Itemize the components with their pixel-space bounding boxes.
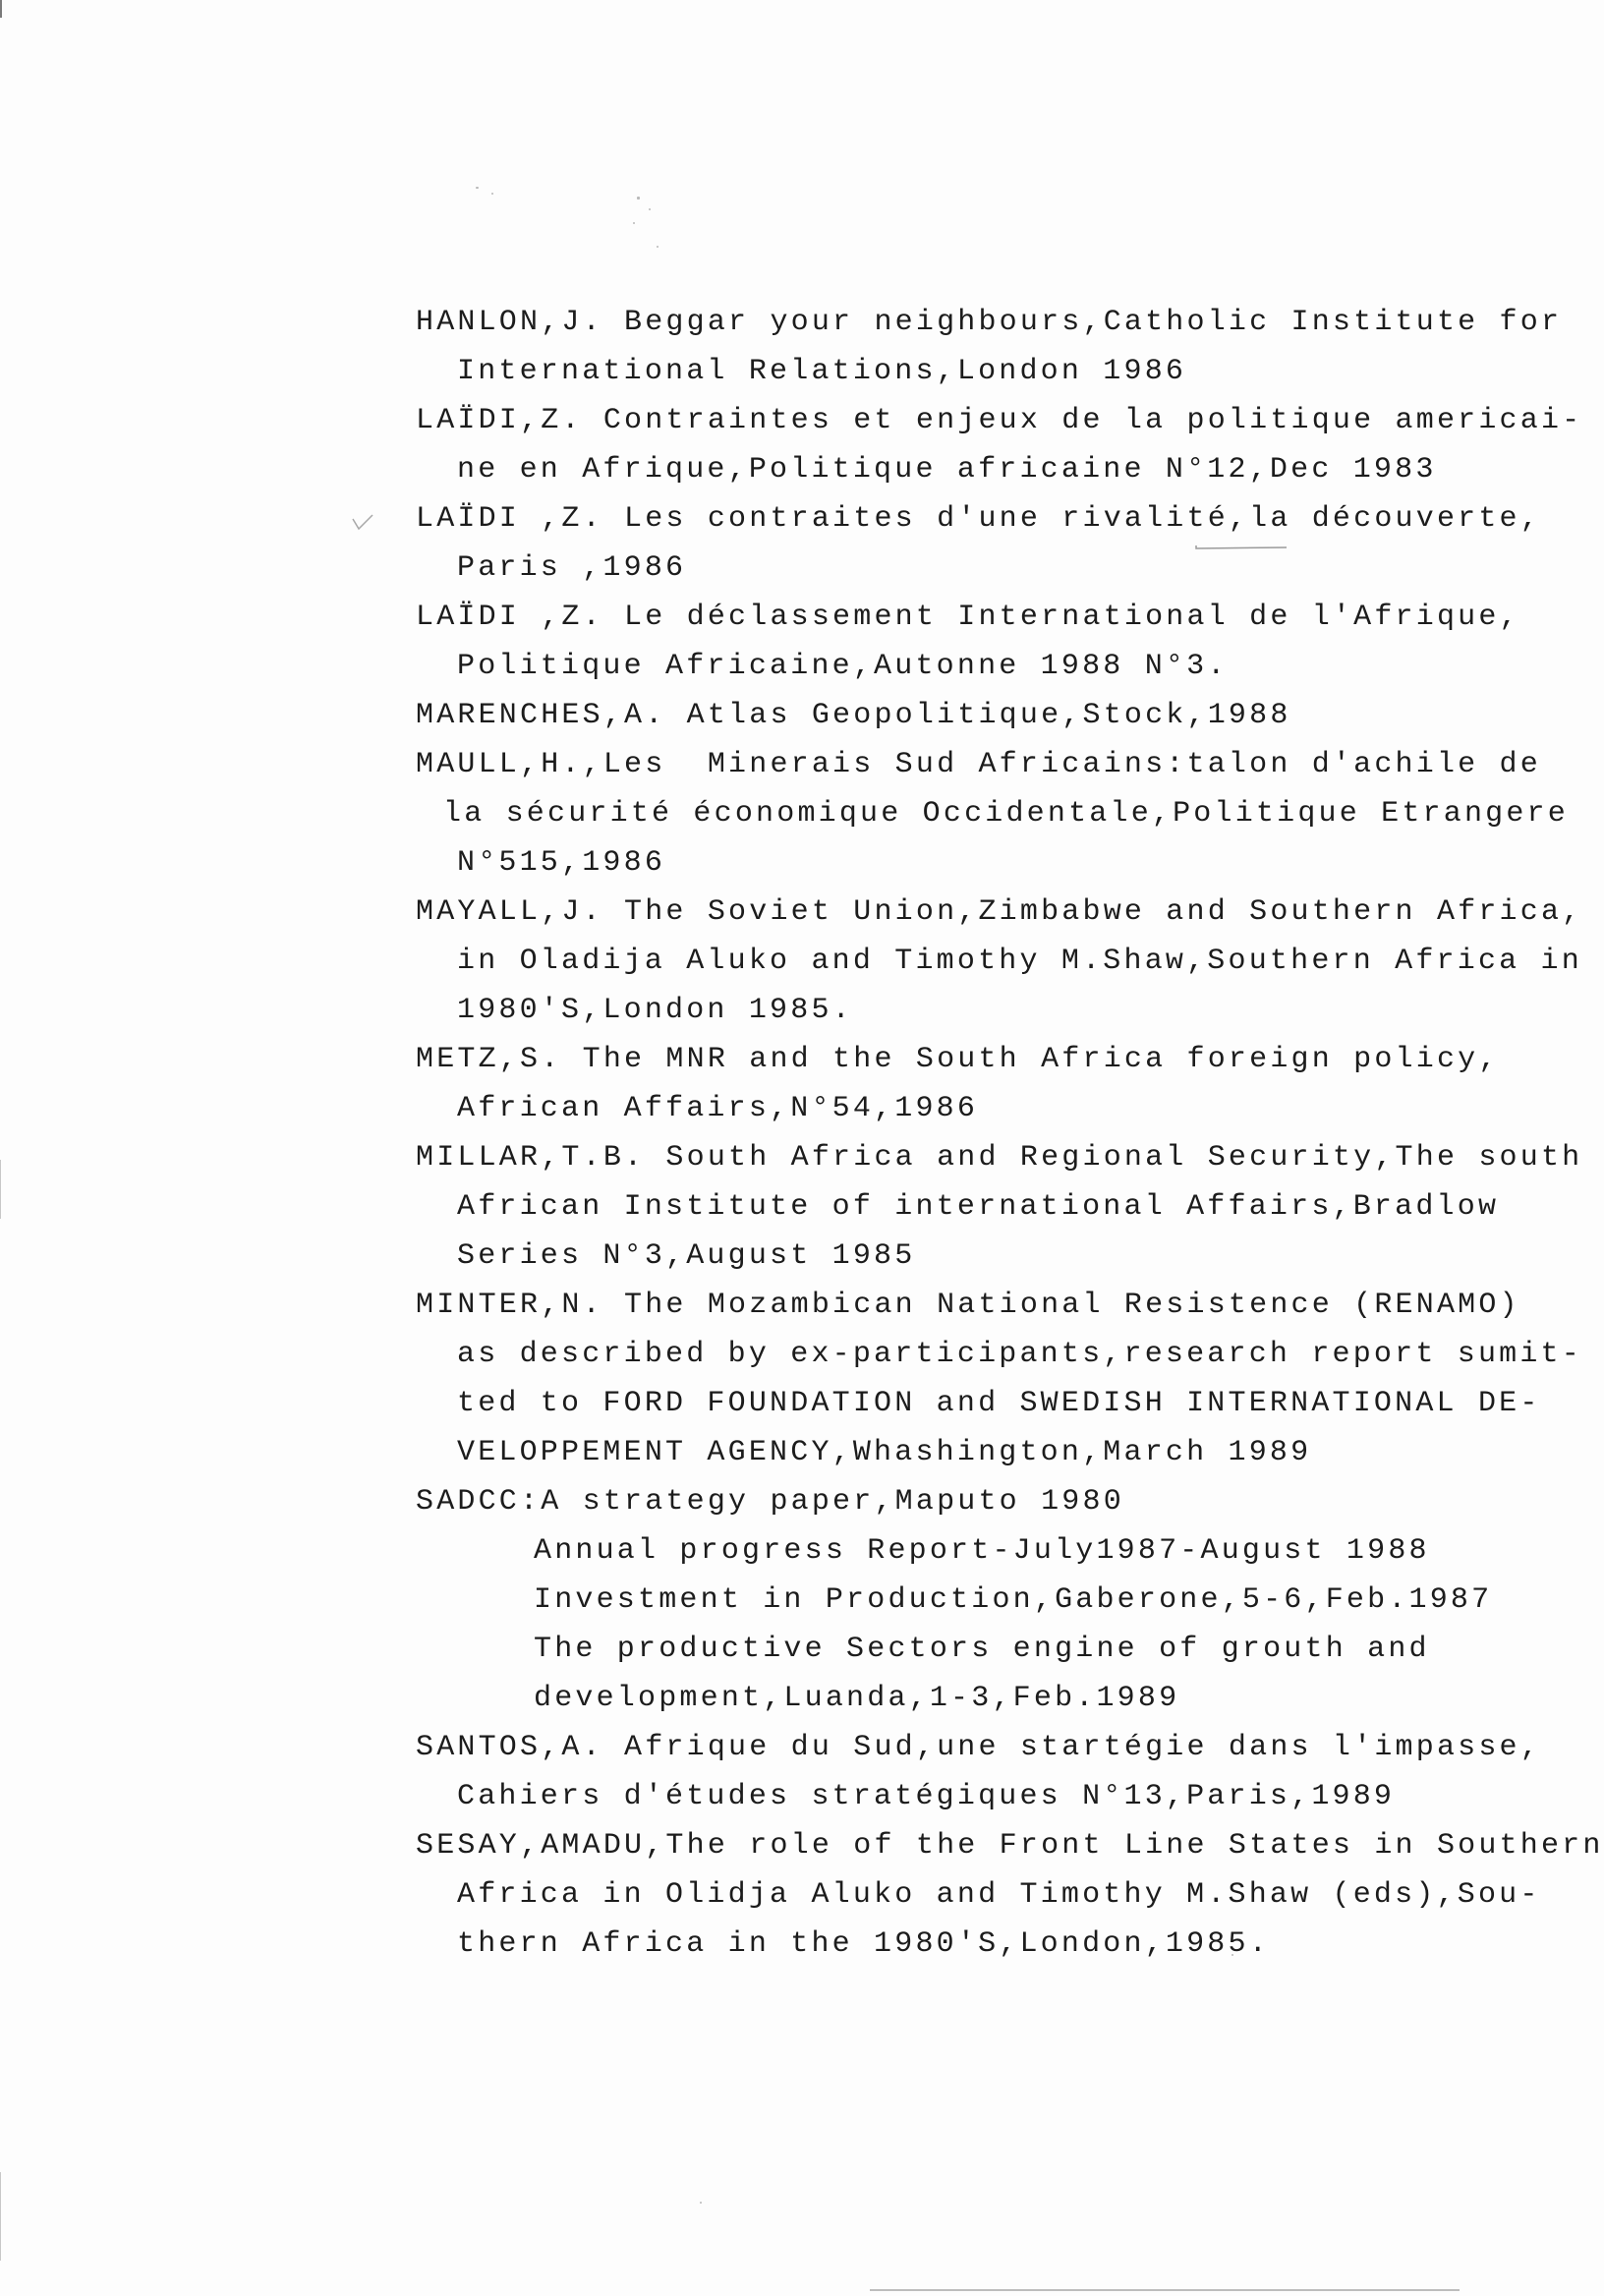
bib-entry-hanlon: HANLON,J. Beggar your neighbours,Catholic Institute for xyxy=(416,306,1563,339)
bib-entry-minter-cont: as described by ex-participants,research report sumit- xyxy=(457,1338,1582,1371)
bib-entry-maull-cont: N°515,1986 xyxy=(457,846,666,880)
bib-entry-mayall-cont: in Oladija Aluko and Timothy M.Shaw,Southern Africa in xyxy=(457,945,1582,978)
bib-entry-sadcc-sub: The productive Sectors engine of grouth and xyxy=(534,1633,1430,1666)
bib-entry-sadcc-sub: Annual progress Report-July1987-August 1988 xyxy=(534,1534,1430,1568)
bib-entry-millar: MILLAR,T.B. South Africa and Regional Security,The south xyxy=(416,1141,1583,1175)
scan-speck xyxy=(649,208,651,210)
scan-edge-mark xyxy=(0,0,2,18)
bib-entry-millar-cont: African Institute of international Affairs,Bradlow xyxy=(457,1190,1500,1224)
handwritten-check-mark xyxy=(352,513,373,533)
bib-entry-marenches: MARENCHES,A. Atlas Geopolitique,Stock,1988 xyxy=(416,699,1291,732)
scan-edge-mark xyxy=(0,1160,1,1219)
bib-entry-mayall: MAYALL,J. The Soviet Union,Zimbabwe and Southern Africa, xyxy=(416,895,1583,929)
bib-entry-minter: MINTER,N. The Mozambican National Resistence (RENAMO) xyxy=(416,1289,1520,1322)
bib-entry-sesay: SESAY,AMADU,The role of the Front Line States in Southern xyxy=(416,1829,1604,1863)
bib-entry-sadcc-sub: Investment in Production,Gaberone,5-6,Feb.1987 xyxy=(534,1583,1493,1617)
scan-speck xyxy=(476,187,479,189)
bib-entry-sesay-cont: thern Africa in the 1980'S,London,1985. xyxy=(457,1927,1270,1961)
scan-speck xyxy=(700,2202,702,2204)
bib-entry-metz-cont: African Affairs,N°54,1986 xyxy=(457,1092,979,1125)
bibliography-list xyxy=(416,298,1604,1969)
scan-speck xyxy=(633,222,635,224)
scan-edge-mark xyxy=(0,2172,1,2261)
bib-entry-santos: SANTOS,A. Afrique du Sud,une startégie dans l'impasse, xyxy=(416,1731,1541,1764)
bib-entry-maull: MAULL,H.,Les Minerais Sud Africains:talon d'achile de xyxy=(416,748,1541,781)
bib-entry-sadcc: SADCC:A strategy paper,Maputo 1980 xyxy=(416,1485,1124,1519)
scan-speck xyxy=(657,246,659,248)
bib-entry-minter-cont: VELOPPEMENT AGENCY,Whashington,March 1989 xyxy=(457,1436,1312,1469)
scan-speck xyxy=(491,193,493,195)
bib-entry-minter-cont: ted to FORD FOUNDATION and SWEDISH INTERNATIONAL DE- xyxy=(457,1387,1541,1420)
bib-entry-metz: METZ,S. The MNR and the South Africa foreign policy, xyxy=(416,1043,1500,1076)
bib-entry-maull-cont: la sécurité économique Occidentale,Politique Etrangere xyxy=(443,797,1569,831)
bib-entry-laidi-3-cont: Politique Africaine,Autonne 1988 N°3. xyxy=(457,650,1229,683)
bib-entry-laidi-2-cont: Paris ,1986 xyxy=(457,551,687,585)
bib-entry-laidi-1: LAÏDI,Z. Contraintes et enjeux de la politique americai- xyxy=(416,404,1583,437)
bib-entry-laidi-2: LAÏDI ,Z. Les contraites d'une rivalité,la découverte, xyxy=(416,502,1541,536)
bib-entry-mayall-cont: 1980'S,London 1985. xyxy=(457,994,853,1027)
scan-speck xyxy=(637,197,640,200)
bib-entry-sadcc-sub: development,Luanda,1-3,Feb.1989 xyxy=(534,1682,1180,1715)
bib-entry-santos-cont: Cahiers d'études stratégiques N°13,Paris,1989 xyxy=(457,1780,1396,1813)
bib-entry-laidi-1-cont: ne en Afrique,Politique africaine N°12,Dec 1983 xyxy=(457,453,1437,487)
page-bottom-rule xyxy=(870,2289,1460,2291)
bib-entry-sesay-cont: Africa in Olidja Aluko and Timothy M.Shaw (eds),Sou- xyxy=(457,1878,1541,1912)
bib-entry-laidi-3: LAÏDI ,Z. Le déclassement International de l'Afrique, xyxy=(416,601,1520,634)
bib-entry-hanlon-cont: International Relations,London 1986 xyxy=(457,355,1187,388)
bib-entry-millar-cont: Series N°3,August 1985 xyxy=(457,1239,916,1273)
